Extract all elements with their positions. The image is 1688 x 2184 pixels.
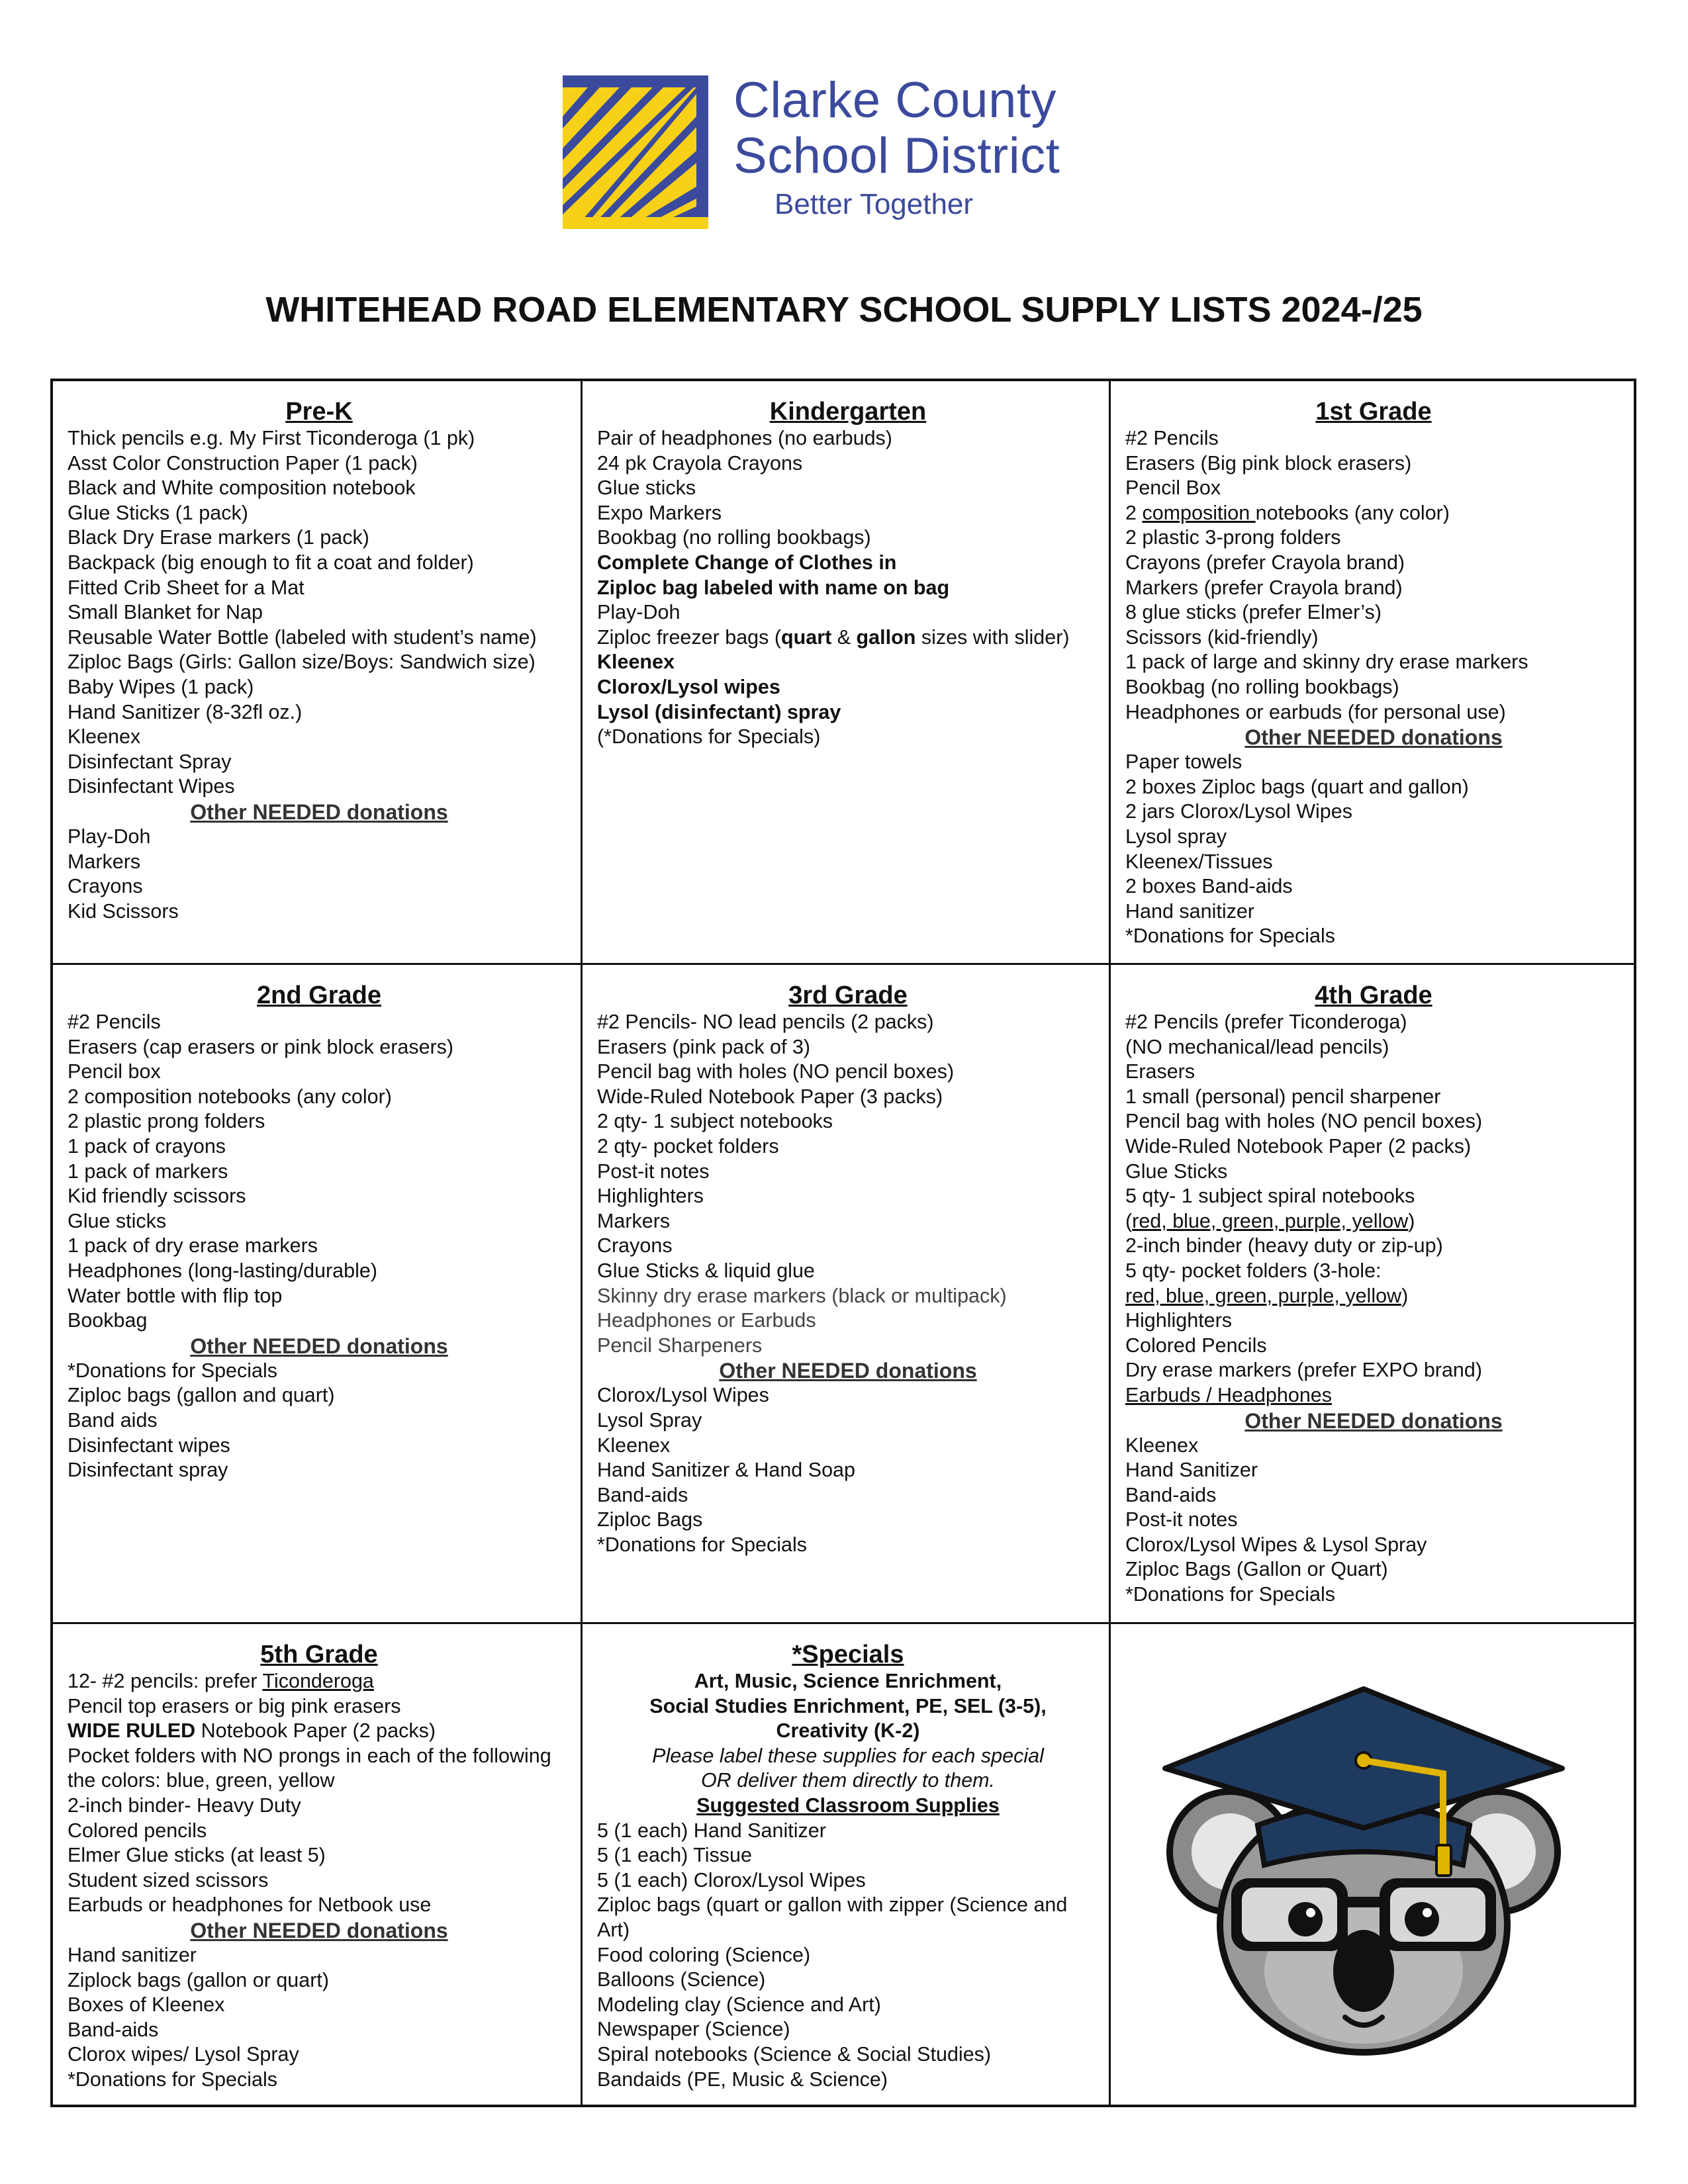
list-item: Backpack (big enough to fit a coat and folder) — [68, 551, 474, 574]
list-item: Band-aids — [597, 1483, 688, 1506]
district-logo — [563, 73, 1132, 232]
list-item: Disinfectant Spray — [68, 750, 232, 773]
prek-list — [68, 426, 571, 799]
specials-heading: *Specials — [792, 1641, 904, 1668]
fifth-grade-donations-heading: Other NEEDED donations — [190, 1918, 448, 1942]
list-item: Lysol (disinfectant) spray — [597, 700, 841, 723]
list-item: 1 pack of large and skinny dry erase markers — [1125, 651, 1528, 674]
list-item: Disinfectant wipes — [68, 1433, 230, 1457]
first-grade-donations-heading: Other NEEDED donations — [1244, 725, 1503, 750]
list-item: Pencil bag with holes (NO pencil boxes) — [597, 1060, 955, 1083]
list-item: Pencil box — [68, 1060, 161, 1083]
text-run: Notebook Paper (2 packs) — [195, 1719, 436, 1743]
list-item: Black Dry Erase markers (1 pack) — [68, 526, 369, 549]
list-item: Food coloring (Science) — [597, 1943, 811, 1966]
fourth-grade-donations-list — [1125, 1433, 1622, 1608]
list-item: Black and White composition notebook — [68, 477, 416, 500]
list-item — [597, 625, 1099, 651]
list-item: Markers (prefer Crayola brand) — [1125, 576, 1403, 599]
third-grade-donations-heading: Other NEEDED donations — [719, 1359, 977, 1383]
kindergarten-cell — [583, 381, 1111, 965]
text-run: Ticonderoga — [262, 1670, 374, 1692]
koala-graduate-mascot-icon — [1152, 1686, 1575, 2064]
list-item: Art) — [597, 1918, 630, 1941]
list-item: Expo Markers — [597, 501, 722, 524]
list-item: *Donations for Specials — [68, 2068, 278, 2091]
second-grade-heading: 2nd Grade — [257, 981, 381, 1009]
text-run: ) — [1401, 1284, 1409, 1307]
list-item: Ziploc bags (quart or gallon with zipper (Science and — [597, 1893, 1068, 1917]
logo-wordmark — [733, 73, 1060, 221]
third-grade-cell — [583, 965, 1111, 1624]
list-item: Ziploc Bags (Gallon or Quart) — [1125, 1558, 1388, 1581]
text-run: notebooks (any color) — [1255, 501, 1450, 524]
list-item: Ziploc bag labeled with name on bag — [597, 576, 950, 599]
list-item: 1 pack of crayons — [68, 1134, 226, 1158]
prek-donations-heading: Other NEEDED donations — [190, 799, 448, 824]
list-item: Band-aids — [68, 2018, 159, 2041]
first-grade-cell — [1111, 381, 1634, 965]
list-item: Markers — [68, 850, 141, 873]
list-item: Colored Pencils — [1125, 1334, 1267, 1357]
list-item: Paper towels — [1125, 751, 1243, 774]
list-item: Ziplock bags (gallon or quart) — [68, 1968, 329, 1991]
list-item: Hand sanitizer — [1125, 899, 1254, 923]
text-run: red, blue, green, purple, yellow — [1132, 1209, 1409, 1232]
text-run: gallon — [856, 625, 916, 649]
specials-cell — [583, 1624, 1111, 2107]
kindergarten-heading: Kindergarten — [769, 398, 927, 426]
list-item: 1 pack of dry erase markers — [68, 1234, 318, 1257]
list-item: Hand Sanitizer — [1125, 1459, 1258, 1482]
list-item: #2 Pencils — [68, 1011, 161, 1033]
list-item: 2 plastic prong folders — [68, 1110, 265, 1133]
first-grade-donations-list — [1125, 750, 1622, 949]
list-item: Skinny dry erase markers (black or multipack) — [597, 1284, 1007, 1307]
list-item: Wide-Ruled Notebook Paper (2 packs) — [1125, 1134, 1472, 1158]
logo-line-1: Clarke County — [733, 72, 1057, 128]
list-item: Crayons (prefer Crayola brand) — [1125, 551, 1405, 574]
suggested-supplies-heading: Suggested Classroom Supplies — [696, 1794, 1000, 1817]
list-item: Headphones (long-lasting/durable) — [68, 1259, 377, 1282]
list-item: *Donations for Specials — [1125, 1583, 1336, 1606]
list-item: 1 small (personal) pencil sharpener — [1125, 1085, 1441, 1108]
text-run: quart — [781, 625, 832, 649]
prek-cell — [53, 381, 583, 965]
list-item: Headphones or earbuds (for personal use) — [1125, 700, 1506, 723]
list-item: 5 (1 each) Clorox/Lysol Wipes — [597, 1868, 866, 1891]
list-item: Ziploc Bags (Girls: Gallon size/Boys: Sandwich size) — [68, 651, 536, 674]
list-item: Clorox/Lysol Wipes & Lysol Spray — [1125, 1533, 1427, 1556]
kindergarten-list — [597, 426, 1099, 750]
text-run: 12- #2 pencils: prefer — [68, 1670, 263, 1692]
list-item: (NO mechanical/lead pencils) — [1125, 1035, 1389, 1058]
fourth-grade-cell — [1111, 965, 1634, 1624]
list-item: Markers — [597, 1209, 671, 1232]
text-run: red, blue, green, purple, yellow — [1125, 1284, 1402, 1307]
list-item: Kleenex — [68, 725, 141, 749]
list-item: 2 jars Clorox/Lysol Wipes — [1125, 800, 1352, 823]
fourth-grade-heading: 4th Grade — [1315, 981, 1432, 1009]
list-item: *Donations for Specials — [68, 1359, 278, 1382]
list-item: Erasers (Big pink block erasers) — [1125, 451, 1412, 475]
list-item: Bandaids (PE, Music & Science) — [597, 2068, 888, 2091]
list-item: Band-aids — [1125, 1483, 1217, 1506]
document-title: WHITEHEAD ROAD ELEMENTARY SCHOOL SUPPLY LISTS 2024-/25 — [265, 290, 1423, 330]
second-grade-donations-heading: Other NEEDED donations — [190, 1334, 448, 1358]
logo-line-2: School District — [733, 128, 1060, 184]
text-run: Ziploc freezer bags ( — [597, 625, 781, 649]
list-item: Modeling clay (Science and Art) — [597, 1993, 881, 2016]
specials-subtitle: Social Studies Enrichment, PE, SEL (3-5), — [649, 1694, 1047, 1717]
list-item: Colored pencils — [68, 1819, 207, 1842]
list-item: *Donations for Specials — [597, 1533, 808, 1556]
fourth-grade-donations-heading: Other NEEDED donations — [1244, 1408, 1503, 1433]
list-item: Wide-Ruled Notebook Paper (3 packs) — [597, 1085, 943, 1108]
list-item: Reusable Water Bottle (labeled with student’s name) — [68, 625, 537, 649]
list-item: Post-it notes — [597, 1160, 710, 1183]
second-grade-donations-list — [68, 1359, 571, 1483]
list-item: Kleenex — [597, 1433, 671, 1457]
list-item: #2 Pencils — [1125, 427, 1219, 449]
list-item: Kid friendly scissors — [68, 1185, 246, 1208]
list-item: Clorox/Lysol Wipes — [597, 1384, 769, 1407]
prek-heading: Pre-K — [285, 398, 353, 426]
list-item: Hand sanitizer — [68, 1943, 197, 1966]
list-item: 2 plastic 3-prong folders — [1125, 526, 1341, 549]
list-item: Baby Wipes (1 pack) — [68, 675, 254, 698]
list-item: Lysol Spray — [597, 1408, 702, 1432]
list-item: 1 pack of markers — [68, 1160, 228, 1183]
list-item: #2 Pencils (prefer Ticonderoga) — [1125, 1011, 1407, 1033]
third-grade-heading: 3rd Grade — [788, 981, 908, 1009]
list-item: Water bottle with flip top — [68, 1284, 283, 1307]
specials-note: OR deliver them directly to them. — [700, 1769, 996, 1792]
list-item — [68, 1719, 571, 1744]
list-item — [1125, 501, 1622, 526]
list-item: Post-it notes — [1125, 1508, 1238, 1531]
list-item: Small Blanket for Nap — [68, 601, 263, 624]
list-item: Highlighters — [597, 1185, 704, 1208]
second-grade-cell — [53, 965, 583, 1624]
list-item: Complete Change of Clothes in — [597, 551, 897, 574]
text-run: 2 — [1125, 501, 1143, 524]
list-item: 24 pk Crayola Crayons — [597, 451, 803, 475]
fifth-grade-list — [68, 1669, 571, 1918]
list-item: Band aids — [68, 1408, 158, 1432]
sunburst-logo-icon — [563, 75, 708, 229]
list-item: Bookbag (no rolling bookbags) — [597, 526, 871, 549]
list-item: Glue Sticks & liquid glue — [597, 1259, 815, 1282]
text-run: sizes with slider) — [915, 625, 1070, 649]
list-item: Student sized scissors — [68, 1868, 269, 1891]
list-item: 2 boxes Ziploc bags (quart and gallon) — [1125, 775, 1469, 798]
list-item: 8 glue sticks (prefer Elmer’s) — [1125, 601, 1382, 624]
list-item — [1125, 1209, 1622, 1234]
third-grade-donations-list — [597, 1383, 1099, 1557]
list-item: *Donations for Specials — [1125, 925, 1336, 948]
list-item: Pencil Sharpeners — [597, 1334, 763, 1357]
list-item: Thick pencils e.g. My First Ticonderoga (1 pk) — [68, 427, 475, 449]
list-item: Erasers — [1125, 1060, 1196, 1083]
specials-note: Please label these supplies for each special — [652, 1744, 1044, 1767]
list-item: 5 (1 each) Hand Sanitizer — [597, 1819, 826, 1842]
list-item: Crayons — [597, 1234, 673, 1257]
list-item: Lysol spray — [1125, 825, 1227, 848]
list-item: the colors: blue, green, yellow — [68, 1769, 335, 1792]
list-item: Bookbag — [68, 1309, 148, 1332]
list-item: Disinfectant spray — [68, 1459, 228, 1482]
text-run: ( — [1125, 1209, 1133, 1232]
list-item: #2 Pencils- NO lead pencils (2 packs) — [597, 1011, 934, 1033]
list-item: Elmer Glue sticks (at least 5) — [68, 1844, 326, 1867]
list-item: Boxes of Kleenex — [68, 1993, 225, 2017]
list-item: Clorox wipes/ Lysol Spray — [68, 2043, 299, 2066]
list-item: 2-inch binder- Heavy Duty — [68, 1794, 301, 1817]
list-item: Play-Doh — [68, 825, 151, 848]
list-item: Glue sticks — [597, 477, 696, 500]
first-grade-list — [1125, 426, 1622, 725]
list-item: 2 qty- 1 subject notebooks — [597, 1110, 833, 1133]
list-item: Erasers (cap erasers or pink block erasers) — [68, 1035, 454, 1058]
list-item: Hand Sanitizer & Hand Soap — [597, 1459, 855, 1482]
list-item: Kleenex — [1125, 1433, 1199, 1457]
list-item: Dry erase markers (prefer EXPO brand) — [1125, 1359, 1482, 1382]
list-item: Newspaper (Science) — [597, 2018, 790, 2041]
list-item: Asst Color Construction Paper (1 pack) — [68, 451, 418, 475]
list-item: Earbuds / Headphones — [1125, 1383, 1332, 1406]
specials-list — [597, 1819, 1099, 2093]
text-run: ) — [1408, 1209, 1415, 1232]
text-run: WIDE RULED — [68, 1719, 196, 1743]
list-item: Hand Sanitizer (8-32fl oz.) — [68, 700, 303, 723]
list-item: Crayons — [68, 875, 143, 898]
list-item: Glue Sticks (1 pack) — [68, 501, 248, 524]
list-item: Pencil bag with holes (NO pencil boxes) — [1125, 1110, 1483, 1133]
list-item: 5 qty- 1 subject spiral notebooks — [1125, 1185, 1415, 1208]
fifth-grade-donations-list — [68, 1943, 571, 2093]
list-item: Ziploc bags (gallon and quart) — [68, 1384, 335, 1407]
specials-subtitle: Art, Music, Science Enrichment, — [694, 1670, 1002, 1692]
list-item: 2 boxes Band-aids — [1125, 875, 1293, 898]
list-item: 5 qty- pocket folders (3-hole: — [1125, 1259, 1382, 1282]
list-item: Pencil Box — [1125, 477, 1221, 500]
list-item: Earbuds or headphones for Netbook use — [68, 1893, 432, 1917]
list-item — [1125, 1284, 1622, 1309]
fourth-grade-list — [1125, 1010, 1622, 1408]
list-item: 2-inch binder (heavy duty or zip-up) — [1125, 1234, 1443, 1257]
list-item: Kleenex/Tissues — [1125, 850, 1273, 873]
list-item: Ziploc Bags — [597, 1508, 703, 1531]
list-item: 2 qty- pocket folders — [597, 1134, 779, 1158]
list-item — [68, 1669, 571, 1694]
text-run: & — [831, 625, 857, 649]
list-item: Headphones or Earbuds — [597, 1309, 816, 1332]
list-item: Bookbag (no rolling bookbags) — [1125, 675, 1399, 698]
list-item: (*Donations for Specials) — [597, 725, 821, 749]
list-item: Highlighters — [1125, 1309, 1233, 1332]
list-item: Clorox/Lysol wipes — [597, 675, 780, 698]
fifth-grade-cell — [53, 1624, 583, 2107]
list-item: Kleenex — [597, 651, 675, 674]
list-item: Glue Sticks — [1125, 1160, 1228, 1183]
list-item: Disinfectant Wipes — [68, 775, 235, 798]
specials-subtitle: Creativity (K-2) — [776, 1719, 920, 1743]
fifth-grade-heading: 5th Grade — [260, 1641, 378, 1668]
list-item: Pencil top erasers or big pink erasers — [68, 1694, 401, 1717]
list-item: Kid Scissors — [68, 899, 179, 923]
list-item: Fitted Crib Sheet for a Mat — [68, 576, 305, 599]
list-item: Pocket folders with NO prongs in each of the following — [68, 1744, 551, 1767]
list-item: 5 (1 each) Tissue — [597, 1844, 752, 1867]
list-item: 2 composition notebooks (any color) — [68, 1085, 392, 1108]
logo-tagline: Better Together — [774, 188, 974, 220]
list-item: Spiral notebooks (Science & Social Studies) — [597, 2042, 992, 2066]
text-run: composition — [1142, 501, 1256, 524]
list-item: Scissors (kid-friendly) — [1125, 625, 1319, 649]
third-grade-list — [597, 1010, 1099, 1358]
list-item: Erasers (pink pack of 3) — [597, 1035, 811, 1058]
list-item: Balloons (Science) — [597, 1968, 766, 1991]
list-item: Play-Doh — [597, 601, 680, 624]
second-grade-list — [68, 1010, 571, 1334]
first-grade-heading: 1st Grade — [1315, 398, 1432, 426]
list-item: Glue sticks — [68, 1209, 167, 1232]
prek-donations-list — [68, 825, 571, 924]
list-item: Pair of headphones (no earbuds) — [597, 427, 892, 449]
